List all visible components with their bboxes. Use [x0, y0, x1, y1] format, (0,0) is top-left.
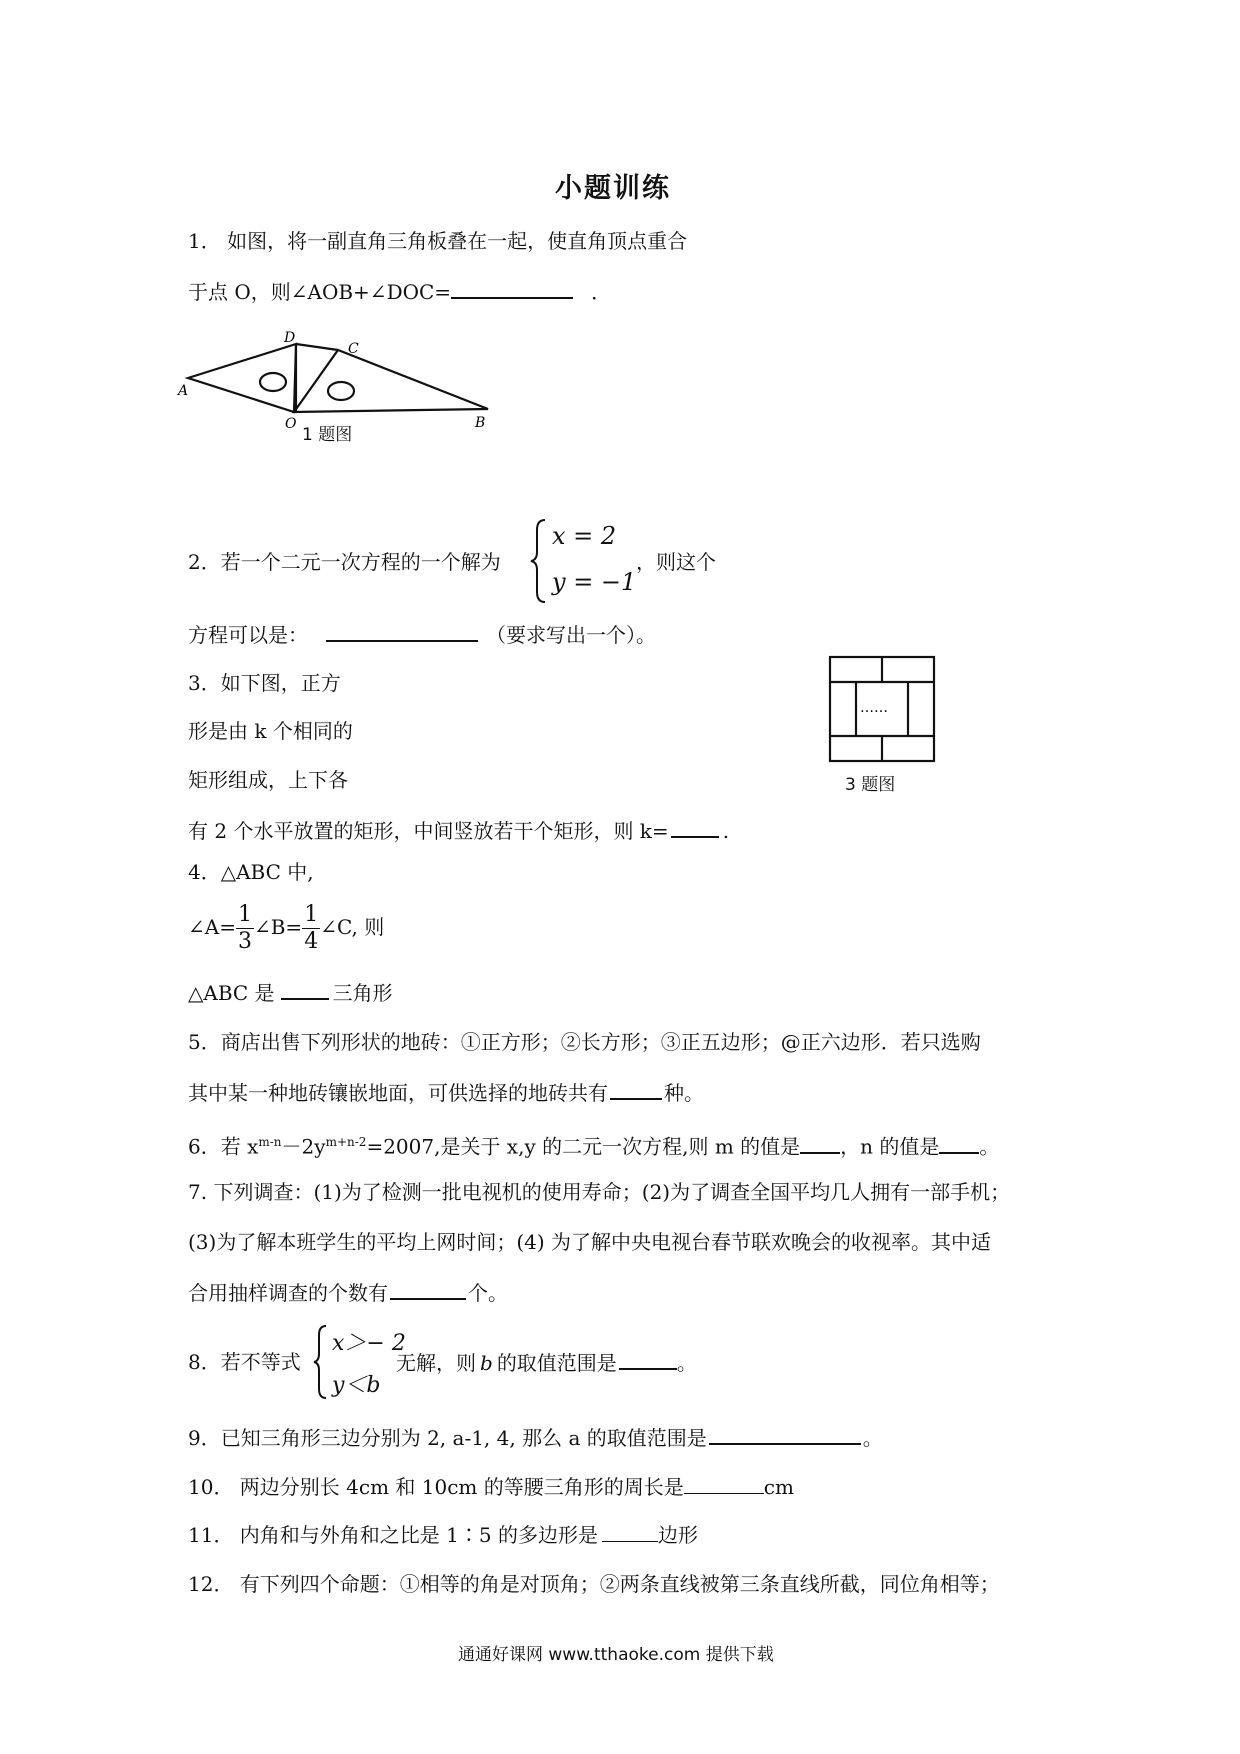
page-title: 小题训练: [555, 173, 671, 204]
q1-label-o: O: [285, 416, 297, 432]
q2-line2-end: （要求写出一个）。: [486, 623, 656, 647]
q6-n-blank: [939, 1134, 979, 1154]
q11-p2: 边形: [657, 1523, 698, 1547]
q1-answer-blank: [451, 279, 573, 299]
q9-answer-blank: [709, 1425, 861, 1445]
q5-answer-blank: [610, 1080, 662, 1100]
q10-answer-blank: [684, 1475, 764, 1494]
q8-var: b: [480, 1351, 493, 1375]
q4-p3: ∠C, 则: [320, 915, 385, 939]
q6-p5: 。: [979, 1134, 1000, 1159]
q2-brace: [529, 518, 549, 604]
q1-line2: [188, 279, 611, 304]
q3-figure: [828, 655, 938, 765]
q11-answer-blank: [602, 1523, 658, 1542]
q6-sup1: m-n: [258, 1135, 282, 1149]
q7-answer-blank: [390, 1280, 466, 1300]
q6-sup2: m+n-2: [325, 1135, 367, 1149]
q8-p2: 无解，则: [396, 1351, 476, 1375]
q4-fraction-1: [236, 902, 254, 955]
page-footer: 通通好课网 www.tthaoke.com 提供下载: [458, 1645, 774, 1665]
q7-line3: [188, 1280, 508, 1305]
q10-p1: 10． 两边分别长 4cm 和 10cm 的等腰三角形的周长是: [188, 1475, 684, 1499]
q3-caption: 3 题图: [845, 775, 896, 795]
q7-line2: (3)为了解本班学生的平均上网时间；(4) 为了解中央电视台春节联欢晚会的收视率。其中适: [188, 1230, 992, 1254]
q2-line2-text: 方程可以是：: [188, 623, 308, 647]
q12-line: 12． 有下列四个命题：①相等的角是对顶角；②两条直线被第三条直线所截，同位角相等；: [188, 1572, 1000, 1596]
q4-line3: [188, 980, 393, 1005]
q8-p1: 8．若不等式: [188, 1350, 301, 1374]
q1-label-b: B: [475, 415, 486, 431]
q1-label-a: A: [178, 383, 189, 399]
q6-p4: ，n 的值是: [840, 1134, 940, 1159]
q10-line: [188, 1475, 794, 1499]
q8-eq1: x＞− 2: [332, 1331, 406, 1356]
q6-p2: －2y: [281, 1134, 326, 1159]
q3-dots: ……: [860, 700, 888, 716]
q4-answer-blank: [281, 980, 329, 1000]
q4-line3-end: 三角形: [332, 981, 393, 1005]
q5-line2-text: 其中某一种地砖镶嵌地面，可供选择的地砖共有: [188, 1081, 608, 1105]
q3-line4: [188, 818, 729, 843]
q2-line1: 2．若一个二元一次方程的一个解为: [188, 550, 501, 574]
q9-line: [188, 1425, 883, 1450]
q4-f2-denominator: 4: [304, 929, 319, 954]
q8-eq2: y＜b: [332, 1373, 381, 1398]
q1-label-c: C: [348, 341, 359, 357]
q5-line2: [188, 1080, 704, 1105]
q5-line1: 5．商店出售下列形状的地砖：①正方形；②长方形；③正五边形；@正六边形．若只选购: [188, 1030, 981, 1054]
q2-line2: [188, 622, 656, 647]
q5-line2-end: 种。: [664, 1081, 704, 1105]
q4-line1: 4．△ABC 中,: [188, 860, 314, 884]
q4-p2: ∠B=: [253, 915, 303, 939]
q10-p2: cm: [763, 1475, 794, 1499]
q1-line2-text: 于点 O，则∠AOB+∠DOC=: [188, 280, 452, 304]
q4-f2-numerator: 1: [304, 902, 319, 927]
q3-answer-blank: [671, 818, 719, 838]
q9-p1: 9．已知三角形三边分别为 2, a-1, 4, 那么 a 的取值范围是: [188, 1426, 707, 1450]
q7-line3-text: 合用抽样调查的个数有: [188, 1281, 388, 1305]
q1-label-d: D: [284, 330, 296, 346]
q4-line2: [188, 902, 384, 955]
q2-eq1: x = 2: [552, 522, 617, 550]
q6-p1: 6．若 x: [188, 1134, 259, 1159]
q1-caption: 1 题图: [302, 425, 353, 445]
q6-m-blank: [800, 1134, 840, 1154]
q4-p1: ∠A=: [188, 915, 236, 939]
q8-rest: [396, 1350, 697, 1375]
q2-answer-blank: [326, 622, 478, 642]
q1-line1: 1． 如图，将一副直角三角板叠在一起，使直角顶点重合: [188, 229, 688, 253]
q11-line: [188, 1523, 698, 1547]
q2-eq2: y = −1: [552, 568, 637, 596]
q9-p2: 。: [862, 1426, 883, 1450]
q8-answer-blank: [619, 1350, 677, 1370]
q3-line1: 3．如下图，正方: [188, 671, 341, 695]
q2-line1-end: ，则这个: [636, 550, 716, 574]
q7-line3-end: 个。: [468, 1281, 508, 1305]
q3-line4-text: 有 2 个水平放置的矩形，中间竖放若干个矩形，则 k=: [188, 819, 669, 843]
q4-fraction-2: [302, 902, 320, 955]
q8-p3: 的取值范围是: [496, 1351, 617, 1375]
q4-f1-numerator: 1: [237, 902, 252, 927]
q11-p1: 11． 内角和与外角和之比是 1∶5 的多边形是: [188, 1523, 598, 1547]
q8-p4: 。: [676, 1351, 697, 1375]
q3-line3: 矩形组成，上下各: [188, 768, 348, 792]
q4-f1-denominator: 3: [237, 929, 252, 954]
q8-brace: [312, 1324, 330, 1400]
q6-p3: =2007,是关于 x,y 的二元一次方程,则 m 的值是: [366, 1134, 801, 1159]
q3-line2: 形是由 k 个相同的: [188, 719, 353, 743]
q3-line4-end: .: [722, 819, 730, 843]
q1-line2-end: ．: [591, 280, 612, 304]
q7-line1: 7. 下列调查：(1)为了检测一批电视机的使用寿命；(2)为了调查全国平均几人拥有一部手机；: [188, 1180, 1011, 1204]
q6-line: [188, 1130, 999, 1159]
q4-line3-text: △ABC 是: [188, 981, 275, 1005]
